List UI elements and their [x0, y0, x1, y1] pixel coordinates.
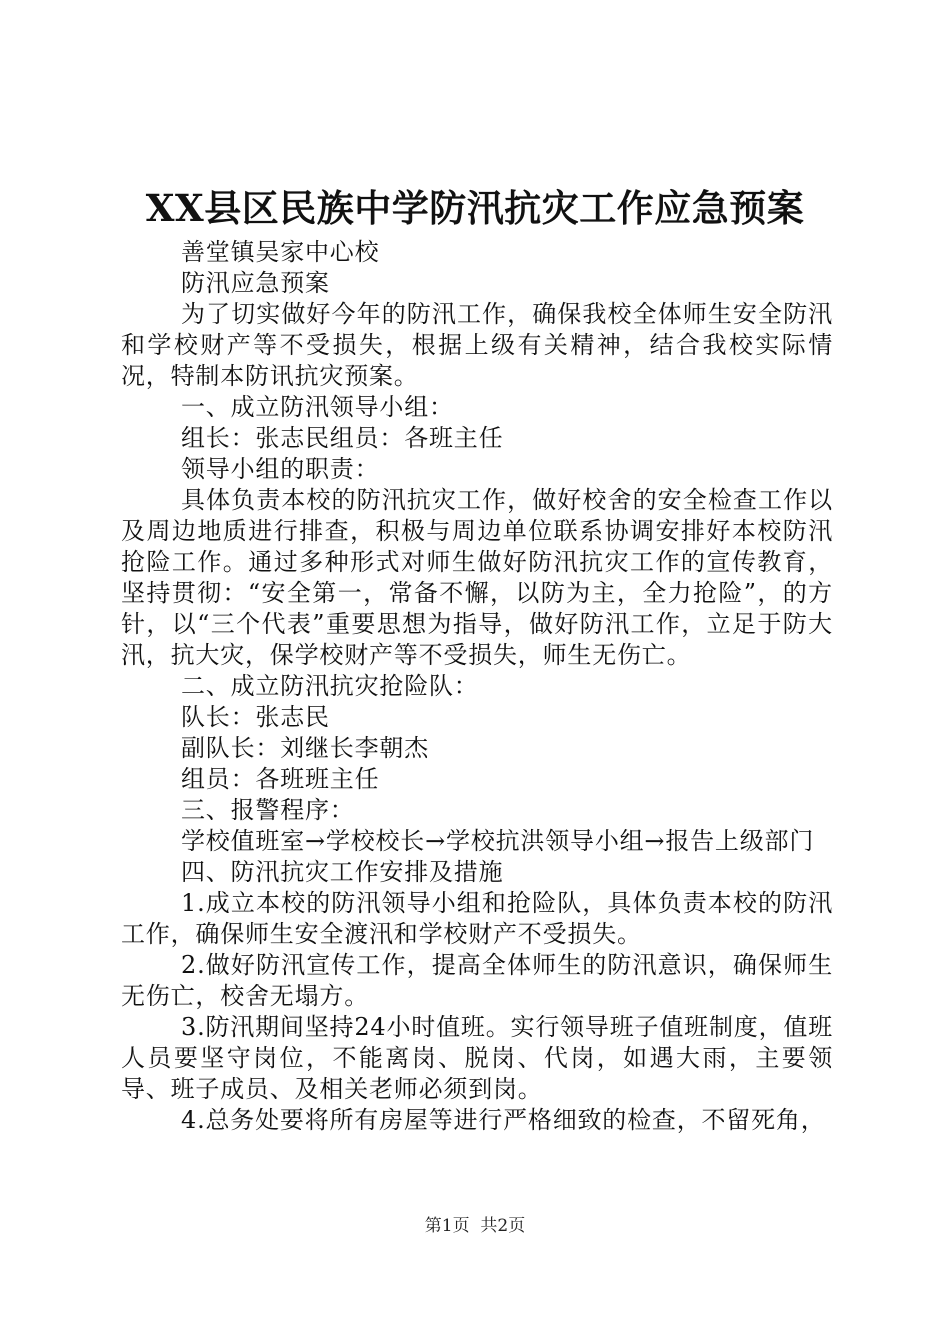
paragraph-measure-4: 4.总务处要将所有房屋等进行严格细致的检查，不留死角， — [181, 1106, 826, 1134]
page-total: 共2页 — [480, 1216, 526, 1236]
document-body — [121, 237, 833, 1136]
paragraph-alarm-procedure: 学校值班室→学校校长→学校抗洪领导小组→报告上级部门 — [181, 827, 815, 855]
section-heading-measures: 四、防汛抗灾工作安排及措施 — [181, 858, 504, 886]
paragraph-school-name: 善堂镇吴家中心校 — [181, 238, 380, 266]
section-heading-leadership: 一、成立防汛领导小组： — [181, 393, 454, 421]
paragraph-leader-members: 组长：张志民组员：各班主任 — [181, 424, 504, 452]
paragraph-measure-3: 3.防汛期间坚持24小时值班。实行领导班子值班制度，值班人员要坚守岗位，不能离岗、脱岗、代岗，如遇大雨，主要领导、班子成员、及相关老师必须到岗。 — [121, 1013, 833, 1103]
paragraph-team-captain: 队长：张志民 — [181, 703, 330, 731]
paragraph-vice-captain: 副队长：刘继长李朝杰 — [181, 734, 429, 762]
paragraph-duties-heading: 领导小组的职责： — [181, 455, 380, 483]
section-heading-alarm: 三、报警程序： — [181, 796, 355, 824]
paragraph-team-members: 组员：各班班主任 — [181, 765, 380, 793]
paragraph-measure-1: 1.成立本校的防汛领导小组和抢险队，具体负责本校的防汛工作，确保师生安全渡汛和学校财产不受损失。 — [121, 889, 833, 948]
paragraph-plan-name: 防汛应急预案 — [181, 269, 330, 297]
page-footer — [0, 1214, 950, 1238]
page-number: 第1页 — [424, 1216, 470, 1236]
paragraph-intro: 为了切实做好今年的防汛工作，确保我校全体师生安全防汛和学校财产等不受损失，根据上级有关精神，结合我校实际情况，特制本防讯抗灾预案。 — [121, 300, 833, 390]
paragraph-duties: 具体负责本校的防汛抗灾工作，做好校舍的安全检查工作以及周边地质进行排查，积极与周边单位联系协调安排好本校防汛抢险工作。通过多种形式对师生做好防汛抗灾工作的宣传教育，坚持贯彻：“安全第一，常备不懈，以防为主，全力抢险”，的方针，以“三个代表”重要思想为指导，做好防汛工作，立足于防大汛，抗大灾，保学校财产等不受损失，师生无伤亡。 — [121, 486, 833, 669]
section-heading-rescue-team: 二、成立防汛抗灾抢险队： — [181, 672, 479, 700]
document-title: XX县区民族中学防汛抗灾工作应急预案 — [145, 186, 805, 230]
paragraph-measure-2: 2.做好防汛宣传工作，提高全体师生的防汛意识，确保师生无伤亡，校舍无塌方。 — [121, 951, 833, 1010]
